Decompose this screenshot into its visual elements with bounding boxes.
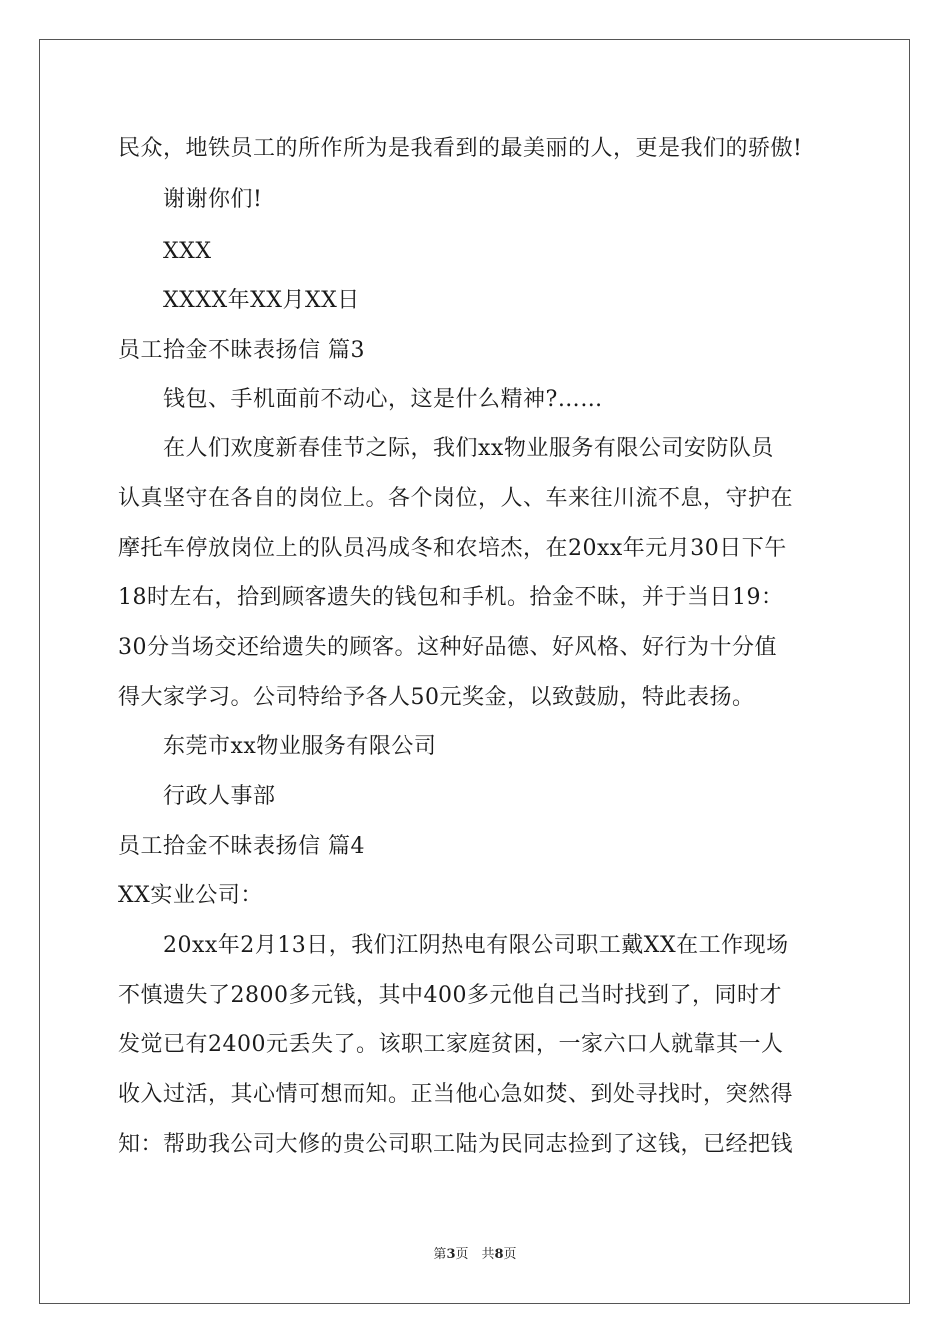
body-line: 得大家学习。公司特给予各人50元奖金，以致鼓励，特此表扬。	[118, 685, 755, 710]
footer-page-suffix: 页	[503, 1247, 517, 1262]
body-line: 认真坚守在各自的岗位上。各个岗位，人、车来往川流不息，守护在	[118, 486, 794, 511]
salutation: XX实业公司：	[118, 883, 263, 908]
body-line: 摩托车停放岗位上的队员冯成冬和农培杰，在20xx年元月30日下午	[118, 536, 787, 561]
page-footer	[0, 1247, 950, 1263]
signature-company: 东莞市xx物业服务有限公司	[163, 734, 437, 759]
page-border	[39, 39, 910, 1304]
signature-department: 行政人事部	[163, 784, 276, 809]
body-line: 民众，地铁员工的所作所为是我看到的最美丽的人，更是我们的骄傲!	[118, 136, 803, 161]
body-line: 发觉已有2400元丢失了。该职工家庭贫困，一家六口人就靠其一人	[118, 1032, 784, 1057]
body-line: 收入过活，其心情可想而知。正当他心急如焚、到处寻找时，突然得	[118, 1082, 794, 1107]
footer-page-prefix: 第	[433, 1247, 447, 1262]
body-line: 20xx年2月13日，我们江阴热电有限公司职工戴XX在工作现场	[163, 933, 789, 958]
body-line: 30分当场交还给遗失的顾客。这种好品德、好风格、好行为十分值	[118, 635, 777, 660]
body-line: 不慎遗失了2800多元钱，其中400多元他自己当时找到了，同时才	[118, 983, 782, 1008]
footer-page-total: 8	[494, 1247, 504, 1262]
body-line: 知：帮助我公司大修的贵公司职工陆为民同志捡到了这钱，已经把钱	[118, 1132, 794, 1157]
body-line: 在人们欢度新春佳节之际，我们xx物业服务有限公司安防队员	[163, 436, 774, 461]
body-line: 钱包、手机面前不动心，这是什么精神?……	[163, 387, 603, 412]
signature-date: XXXX年XX月XX日	[163, 288, 360, 313]
body-line: 18时左右，拾到顾客遗失的钱包和手机。拾金不昧，并于当日19：	[118, 585, 784, 610]
footer-page-mid: 页 共	[455, 1247, 495, 1262]
section-heading-3: 员工拾金不昧表扬信 篇3	[118, 338, 365, 363]
footer-page-current: 3	[446, 1247, 456, 1262]
section-heading-4: 员工拾金不昧表扬信 篇4	[118, 834, 365, 859]
signature-name: XXX	[163, 239, 212, 264]
closing-thanks: 谢谢你们!	[163, 187, 263, 212]
